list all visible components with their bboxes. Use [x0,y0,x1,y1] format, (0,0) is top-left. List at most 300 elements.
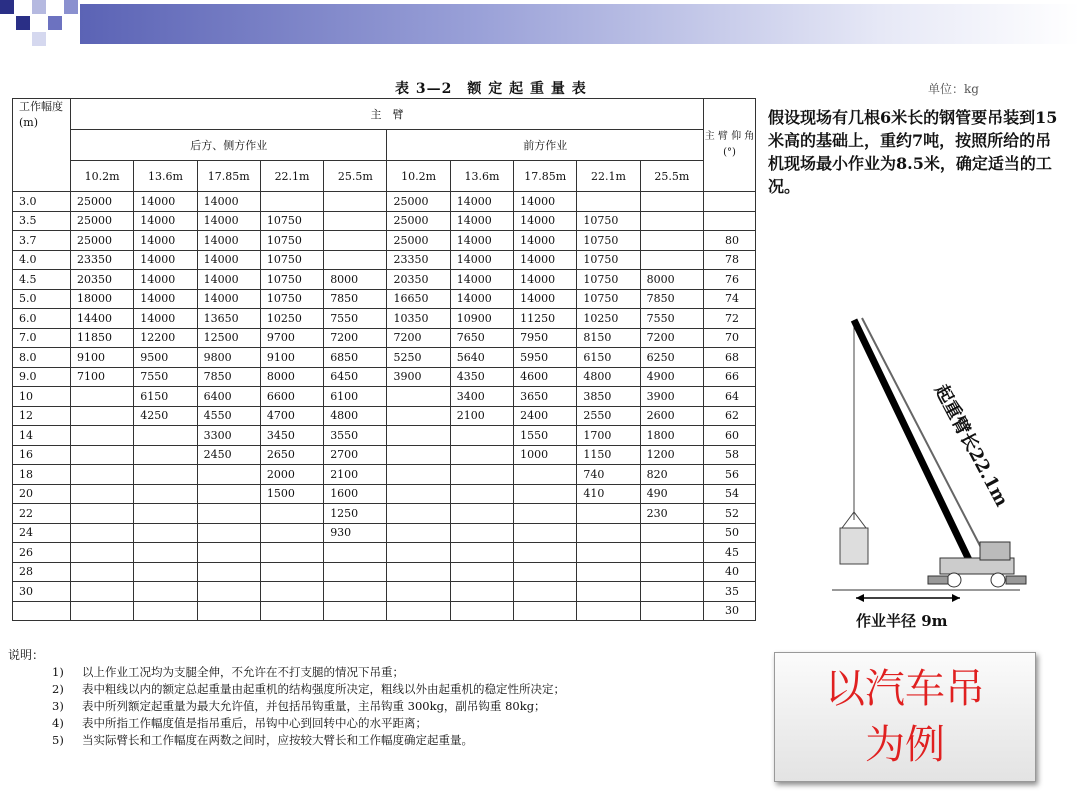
deco-square [32,32,46,46]
load-cell: 14000 [134,309,197,329]
load-cell: 820 [640,465,703,485]
load-cell: 1500 [260,484,323,504]
load-cell [387,445,450,465]
load-cell: 14000 [514,192,577,212]
load-cell [197,523,260,543]
table-row [13,309,756,329]
note-text: 表中所列额定起重量为最大允许值，并包括吊钩重量，主吊钩重 300kg，副吊钩重 80kg； [82,699,546,713]
rear-side-header: 后方、侧方作业 [71,130,387,161]
load-cell [577,562,640,582]
deco-square [0,0,14,14]
load-cell: 23350 [387,250,450,270]
angle-cell [704,211,756,231]
load-cell [514,601,577,621]
load-cell: 5950 [514,348,577,368]
load-cell: 20350 [387,270,450,290]
angle-cell: 30 [704,601,756,621]
load-cell: 2000 [260,465,323,485]
load-cell [450,562,513,582]
load-cell [577,582,640,602]
load-cell [514,523,577,543]
load-cell [134,504,197,524]
load-cell: 9100 [71,348,134,368]
table-row [13,250,756,270]
load-cell: 740 [577,465,640,485]
load-cell: 9800 [197,348,260,368]
load-cell [197,562,260,582]
load-cell [450,445,513,465]
note-item [52,715,772,732]
load-cell [324,582,387,602]
load-cell [387,601,450,621]
angle-cell: 40 [704,562,756,582]
radius-cell: 4.0 [13,250,71,270]
load-cell: 9700 [260,328,323,348]
crane-boom [854,320,970,562]
load-cell: 1250 [324,504,387,524]
example-line-2: 为例 [865,722,945,768]
load-cell: 14000 [197,231,260,251]
load-cell [577,601,640,621]
note-item [52,732,772,749]
wheel [991,573,1005,587]
table-row [13,445,756,465]
load-cell: 10750 [577,231,640,251]
note-number: 4) [52,716,64,730]
load-cell: 7550 [324,309,387,329]
load-cell [134,601,197,621]
table-row [13,601,756,621]
load-cell: 10750 [260,231,323,251]
load-cell: 12500 [197,328,260,348]
load-cell: 1200 [640,445,703,465]
table-row [13,289,756,309]
load-cell: 7550 [134,367,197,387]
radius-cell: 10 [13,387,71,407]
example-callout [774,652,1036,782]
load-cell: 18000 [71,289,134,309]
deco-square [32,0,46,14]
radius-cell: 26 [13,543,71,563]
load-cell: 10750 [260,289,323,309]
table-row [13,504,756,524]
load-cell: 1550 [514,426,577,446]
front-header: 前方作业 [387,130,704,161]
load-cell [71,387,134,407]
load-cell [514,465,577,485]
load-cell: 14000 [514,211,577,231]
load-block [840,528,868,564]
load-cell: 20350 [71,270,134,290]
load-cell [134,523,197,543]
load-cell [71,523,134,543]
load-cell: 9100 [260,348,323,368]
angle-cell: 74 [704,289,756,309]
load-cell: 14000 [514,250,577,270]
load-cell: 6150 [577,348,640,368]
load-cell: 10750 [577,211,640,231]
load-cell: 14000 [197,250,260,270]
crane-cab [980,542,1010,560]
load-cell [450,484,513,504]
load-cell [450,543,513,563]
radius-cell: 24 [13,523,71,543]
boom-length-header: 10.2m [71,161,134,192]
load-cell [134,445,197,465]
load-cell: 5250 [387,348,450,368]
angle-cell [704,192,756,212]
boom-length-header: 25.5m [324,161,387,192]
note-number: 5) [52,733,64,747]
load-cell [450,582,513,602]
load-cell [640,543,703,563]
notes-label: 说明： [8,648,45,662]
deco-square [64,0,78,14]
table-unit: 单位：kg [928,82,979,96]
radius-cell: 4.5 [13,270,71,290]
load-cell [197,582,260,602]
boom-length-header: 17.85m [197,161,260,192]
load-cell: 2100 [450,406,513,426]
load-cell: 11850 [71,328,134,348]
example-line-1: 以汽车吊 [825,666,985,712]
load-cell [134,426,197,446]
note-number: 3) [52,699,64,713]
load-cell [197,504,260,524]
boom-length-header: 10.2m [387,161,450,192]
load-cell: 6400 [197,387,260,407]
load-cell: 8000 [640,270,703,290]
radius-cell: 22 [13,504,71,524]
load-cell [324,231,387,251]
load-cell: 14000 [450,250,513,270]
radius-cell: 6.0 [13,309,71,329]
load-cell [387,426,450,446]
load-cell [514,543,577,563]
load-cell: 3650 [514,387,577,407]
load-cell [324,562,387,582]
load-cell [387,582,450,602]
table-row [13,523,756,543]
load-cell: 4550 [197,406,260,426]
load-cell [134,582,197,602]
load-cell [260,543,323,563]
load-cell [260,601,323,621]
load-cell [71,426,134,446]
radius-cell: 3.5 [13,211,71,231]
table-row [13,582,756,602]
load-cell: 4600 [514,367,577,387]
table-row [13,465,756,485]
note-text: 以上作业工况均为支腿全伸，不允许在不打支腿的情况下吊重； [82,665,404,679]
load-cell [134,484,197,504]
angle-cell: 58 [704,445,756,465]
corner-header: 工作幅度(m) [13,99,71,192]
load-cell [450,523,513,543]
angle-cell: 68 [704,348,756,368]
radius-label: 作业半径 9m [856,612,948,630]
angle-cell: 64 [704,387,756,407]
load-cell: 14000 [197,211,260,231]
load-cell: 14000 [134,270,197,290]
load-cell: 7100 [71,367,134,387]
boom-length-row [13,161,756,192]
load-cell: 10250 [260,309,323,329]
load-cell: 9500 [134,348,197,368]
boom-length-header: 13.6m [450,161,513,192]
note-number: 1) [52,665,64,679]
note-text: 表中所指工作幅度值是指吊重后，吊钩中心到回转中心的水平距离； [82,716,427,730]
load-cell [71,484,134,504]
load-cell [577,523,640,543]
load-cell: 930 [324,523,387,543]
load-cell [387,562,450,582]
deco-square [48,16,62,30]
boom-length-label: 起重臂长22.1m [930,381,1013,511]
load-cell: 14000 [514,289,577,309]
load-cell [387,387,450,407]
load-cell [514,562,577,582]
load-cell: 10900 [450,309,513,329]
angle-cell: 50 [704,523,756,543]
table-row [13,543,756,563]
load-cell: 4700 [260,406,323,426]
load-cell: 3900 [387,367,450,387]
header-decoration [0,0,1080,48]
note-text: 表中粗线以内的额定总起重量由起重机的结构强度所决定，粗线以外由起重机的稳定性所决定； [82,682,565,696]
table-row [13,348,756,368]
load-cell: 7200 [640,328,703,348]
load-cell: 6850 [324,348,387,368]
load-cell [640,562,703,582]
load-cell [640,582,703,602]
load-cell: 8000 [260,367,323,387]
load-cell [640,601,703,621]
load-cell: 6250 [640,348,703,368]
load-cell: 10750 [577,270,640,290]
load-cell: 7550 [640,309,703,329]
angle-cell: 66 [704,367,756,387]
wheel [947,573,961,587]
load-cell [260,192,323,212]
angle-cell: 70 [704,328,756,348]
load-cell: 1600 [324,484,387,504]
note-item [52,681,772,698]
note-item [52,664,772,681]
load-cell: 12200 [134,328,197,348]
load-cell: 14000 [197,270,260,290]
note-item [52,698,772,715]
load-cell [450,465,513,485]
load-cell: 4350 [450,367,513,387]
outrigger [928,576,948,584]
problem-statement: 假设现场有几根6米长的钢管要吊装到15米高的基础上，重约7吨，按照所给的吊机现场最小作业为8.5米，确定适当的工况。 [768,108,1058,196]
load-cell: 6600 [260,387,323,407]
load-cell: 7650 [450,328,513,348]
load-cell [260,562,323,582]
load-cell: 3900 [640,387,703,407]
load-cell [577,192,640,212]
load-cell: 25000 [387,192,450,212]
load-cell: 2400 [514,406,577,426]
load-cell [260,523,323,543]
load-cell [640,211,703,231]
table-row [13,387,756,407]
load-cell: 14000 [450,211,513,231]
load-cell: 410 [577,484,640,504]
table-row [13,231,756,251]
table-row [13,426,756,446]
load-cell [324,250,387,270]
load-cell [640,231,703,251]
load-cell: 25000 [387,231,450,251]
load-cell: 16650 [387,289,450,309]
load-cell: 11250 [514,309,577,329]
radius-cell: 3.0 [13,192,71,212]
load-cell [640,192,703,212]
load-cell: 10750 [577,250,640,270]
angle-cell: 72 [704,309,756,329]
load-cell [514,504,577,524]
load-cell: 1150 [577,445,640,465]
load-cell [71,504,134,524]
load-cell: 25000 [387,211,450,231]
outrigger [1006,576,1026,584]
load-cell: 14000 [134,192,197,212]
load-cell: 10750 [577,289,640,309]
radius-cell: 5.0 [13,289,71,309]
load-cell: 4900 [640,367,703,387]
load-cell: 14000 [134,289,197,309]
load-cell: 4800 [324,406,387,426]
table-row [13,270,756,290]
load-cell: 23350 [71,250,134,270]
angle-cell: 56 [704,465,756,485]
crane-illustration [820,300,1050,640]
angle-cell: 54 [704,484,756,504]
load-cell [324,211,387,231]
load-cell [514,582,577,602]
load-cell: 14000 [134,211,197,231]
table-row [13,406,756,426]
radius-cell: 8.0 [13,348,71,368]
angle-cell: 78 [704,250,756,270]
table-row [13,192,756,212]
load-cell: 4800 [577,367,640,387]
table-caption: 表 3—2 额 定 起 重 量 表 [395,81,587,97]
load-cell: 13650 [197,309,260,329]
radius-cell: 30 [13,582,71,602]
angle-cell: 60 [704,426,756,446]
boom-length-header: 25.5m [640,161,703,192]
load-cell [71,582,134,602]
angle-cell: 80 [704,231,756,251]
load-cell [450,601,513,621]
load-cell: 10750 [260,270,323,290]
load-cell: 10250 [577,309,640,329]
rated-load-table [12,98,756,621]
deco-square [16,16,30,30]
table-row [13,562,756,582]
load-cell: 7850 [197,367,260,387]
load-cell: 14000 [134,250,197,270]
load-cell: 490 [640,484,703,504]
load-cell: 2450 [197,445,260,465]
radius-cell: 20 [13,484,71,504]
load-cell: 6450 [324,367,387,387]
load-cell [197,484,260,504]
load-cell: 14000 [450,289,513,309]
boom-length-header: 13.6m [134,161,197,192]
load-cell: 14000 [134,231,197,251]
load-cell [324,543,387,563]
load-cell [197,543,260,563]
load-cell: 10750 [260,211,323,231]
load-cell: 2650 [260,445,323,465]
load-cell: 6100 [324,387,387,407]
radius-cell: 28 [13,562,71,582]
load-cell [450,504,513,524]
load-cell [577,543,640,563]
load-cell [260,504,323,524]
load-cell: 7200 [387,328,450,348]
table-row [13,367,756,387]
angle-cell: 35 [704,582,756,602]
load-cell: 14000 [514,270,577,290]
radius-cell: 7.0 [13,328,71,348]
boom-length-header: 22.1m [260,161,323,192]
load-cell [197,465,260,485]
load-cell [450,426,513,446]
note-text: 当实际臂长和工作幅度在两数之间时，应按较大臂长和工作幅度确定起重量。 [82,733,473,747]
load-cell: 1000 [514,445,577,465]
load-cell [71,601,134,621]
load-cell [324,601,387,621]
load-cell: 25000 [71,231,134,251]
angle-cell: 62 [704,406,756,426]
load-cell [197,601,260,621]
load-cell: 7850 [640,289,703,309]
load-cell [514,484,577,504]
load-cell [387,504,450,524]
load-cell [71,445,134,465]
load-cell: 2600 [640,406,703,426]
radius-cell: 16 [13,445,71,465]
load-cell [134,562,197,582]
load-cell [640,250,703,270]
load-cell: 25000 [71,192,134,212]
boom-length-header: 17.85m [514,161,577,192]
load-cell: 3450 [260,426,323,446]
load-cell [387,484,450,504]
load-cell: 230 [640,504,703,524]
load-cell: 5640 [450,348,513,368]
load-cell [577,504,640,524]
load-cell: 1800 [640,426,703,446]
load-cell [387,406,450,426]
load-cell: 3850 [577,387,640,407]
table-row [13,211,756,231]
load-cell: 7200 [324,328,387,348]
note-number: 2) [52,682,64,696]
load-cell [387,543,450,563]
load-cell [71,406,134,426]
angle-header: 主 臂 仰 角 (°) [704,99,756,192]
load-cell: 14000 [197,289,260,309]
load-cell: 7850 [324,289,387,309]
load-cell: 3300 [197,426,260,446]
load-cell [134,465,197,485]
